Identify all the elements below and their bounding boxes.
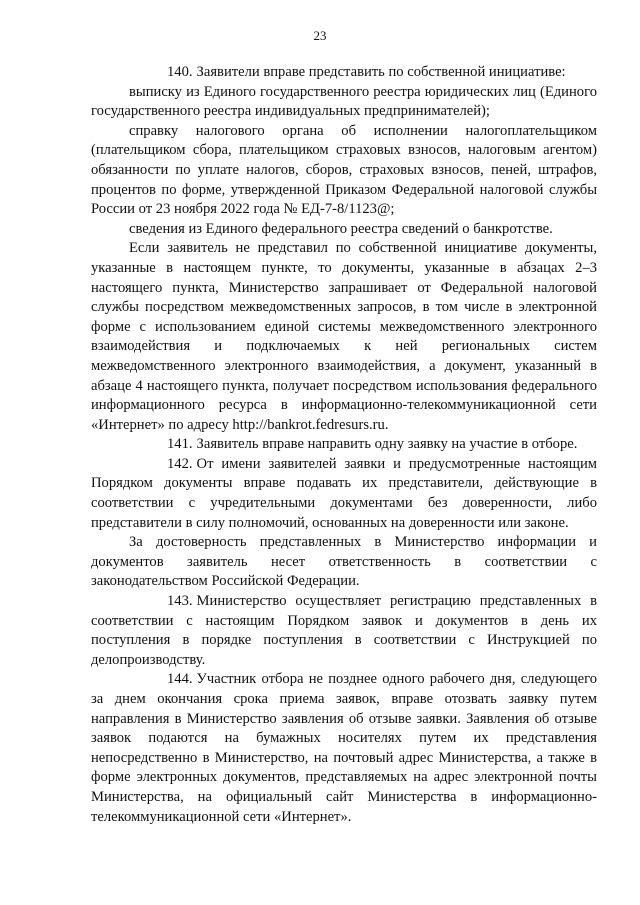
paragraph-item: [91, 220, 597, 240]
paragraph-140: [91, 63, 597, 83]
paragraph-text: Министерство осуществляет регистрацию представленных в соответствии с настоящим Порядком заявок и документов в день их поступления в порядке поступления в соответствии с Инструкцией по делопроизводству.: [91, 593, 597, 668]
paragraph-number: 144.: [167, 671, 193, 688]
page-number: 23: [313, 28, 327, 43]
paragraph-text: справку налогового органа об исполнении налогоплательщиком (плательщиком сбора, плательщиком страховых взносов, налоговым агентом) обязанности по уплате налогов, сборов, страховых взносов, пеней, штрафов, процентов по форме, утвержденной Приказом Федеральной налоговой службы России от 23 ноября 2022 года № ЕД-7-8/1123@;: [91, 122, 597, 218]
paragraph-text: выписку из Единого государственного реестра юридических лиц (Единого государственного реестра индивидуальных предпринимателей);: [91, 83, 597, 120]
paragraph-text: За достоверность представленных в Министерство информации и документов заявитель несет ответственность в соответствии с законодательством Российской Федерации.: [91, 534, 597, 590]
paragraph-text: Заявитель вправе направить одну заявку на участие в отборе.: [196, 436, 578, 453]
paragraph-142: [91, 455, 597, 533]
paragraph-text: Если заявитель не представил по собственной инициативе документы, указанные в настоящем пункте, то документы, указанные в абзацах 2–3 настоящего пункта, Министерство запрашивает от Федеральной налоговой службы посредством межведомственных запросов, в том числе в электронной форме с использованием единой системы межведомственного электронного взаимодействия и подключаемых к ней региональных систем межведомственного электронного взаимодействия, а документ, указанный в абзаце 4 настоящего пункта, получает посредством использования федерального информационного ресурса в информационно-телекоммуникационной сети «Интернет» по адресу http://bankrot.fedresurs.ru.: [91, 240, 597, 433]
paragraph-number: 141.: [167, 436, 193, 453]
paragraph-item: [91, 239, 597, 435]
paragraph-number: 143.: [167, 593, 193, 610]
paragraph-141: [91, 435, 597, 455]
paragraph-item: [91, 83, 597, 122]
paragraph-text: От имени заявителей заявки и предусмотренные настоящим Порядком документы вправе подавать их представители, действующие в соответствии с учредительными документами без доверенности, либо представители в силу полномочий, основанных на доверенности или законе.: [91, 455, 597, 531]
paragraph-item: [91, 122, 597, 220]
paragraph-144: [91, 670, 597, 827]
document-body: [91, 63, 597, 827]
paragraph-number: 142.: [167, 455, 193, 472]
paragraph-143: [91, 592, 597, 670]
paragraph-text: сведения из Единого федерального реестра сведений о банкротстве.: [129, 220, 553, 237]
paragraph-item: [91, 533, 597, 592]
paragraph-number: 140.: [167, 64, 193, 80]
paragraph-text: Заявители вправе представить по собственной инициативе:: [196, 64, 566, 80]
paragraph-text: Участник отбора не позднее одного рабочего дня, следующего за днем окончания срока приема заявок, вправе отозвать заявку путем направления в Министерство заявления об отзыве заявки. Заявления об отзыве заявок подаются на бумажных носителях путем их представления непосредственно в Министерство, на почтовый адрес Министерства, а также в форме электронных документов, представляемых на адрес электронной почты Министерства, на официальный сайт Министерства в информационно-телекоммуникационной сети «Интернет».: [91, 671, 597, 825]
